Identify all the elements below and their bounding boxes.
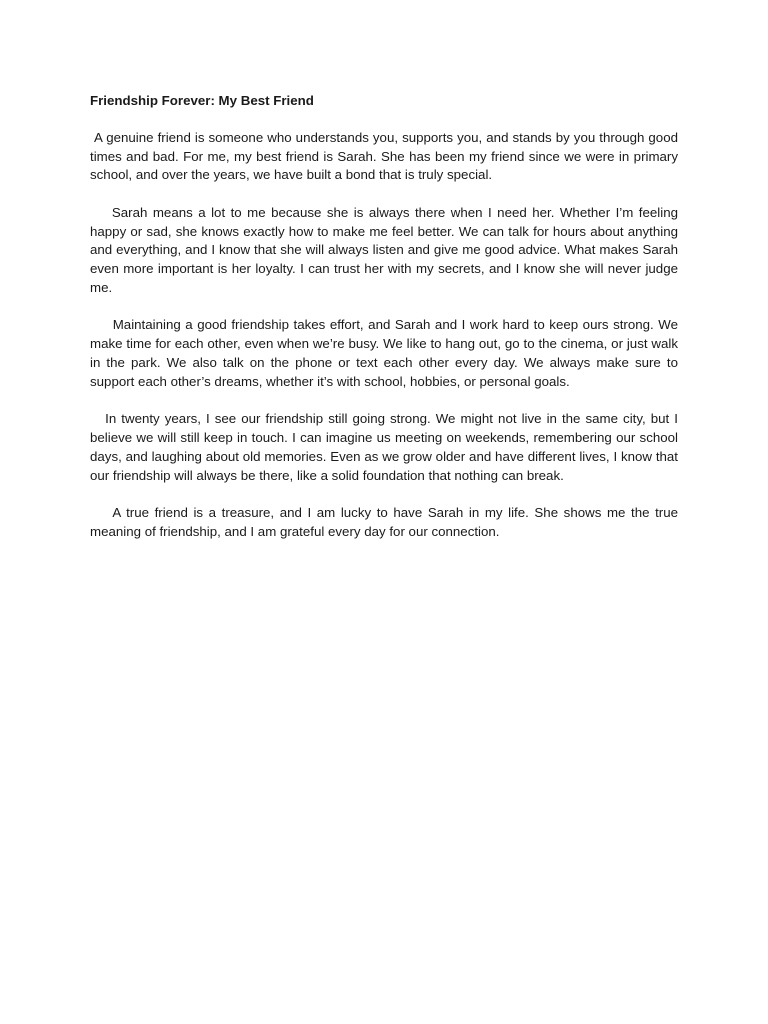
paragraph-conclusion: A true friend is a treasure, and I am lucky to have Sarah in my life. She shows me the true meaning of friendship, and I am grateful every day for our connection. — [90, 504, 682, 539]
paragraph-future: In twenty years, I see our friendship still going strong. We might not live in the same city, but I believe we will still keep in touch. I can imagine us meeting on weekends, remembering our school days, and laughing about old memories. Even as we grow older and have different lives, I know that our friendship will always be there, like a solid foundation that nothing can break. — [90, 411, 682, 483]
paragraph-intro: A genuine friend is someone who understands you, supports you, and stands by you through good times and bad. For me, my best friend is Sarah. She has been my friend since we were in primary school, and over the years, we have built a bond that is truly special. — [90, 129, 682, 183]
paragraph-meaning: Sarah means a lot to me because she is always there when I need her. Whether I’m feeling happy or sad, she knows exactly how to make me feel better. We can talk for hours about anything and everything, and I know that she will always listen and give me good advice. What makes Sarah even more important is her loyalty. I can trust her with my secrets, and I know she will never judge me. — [90, 204, 682, 295]
paragraph-maintaining: Maintaining a good friendship takes effort, and Sarah and I work hard to keep ours strong. We make time for each other, even when we’re busy. We like to hang out, go to the cinema, or just walk in the park. We also talk on the phone or text each other every day. We always make sure to support each other’s dreams, whether it’s with school, hobbies, or personal goals. — [90, 317, 682, 389]
document-title: Friendship Forever: My Best Friend — [90, 93, 314, 108]
